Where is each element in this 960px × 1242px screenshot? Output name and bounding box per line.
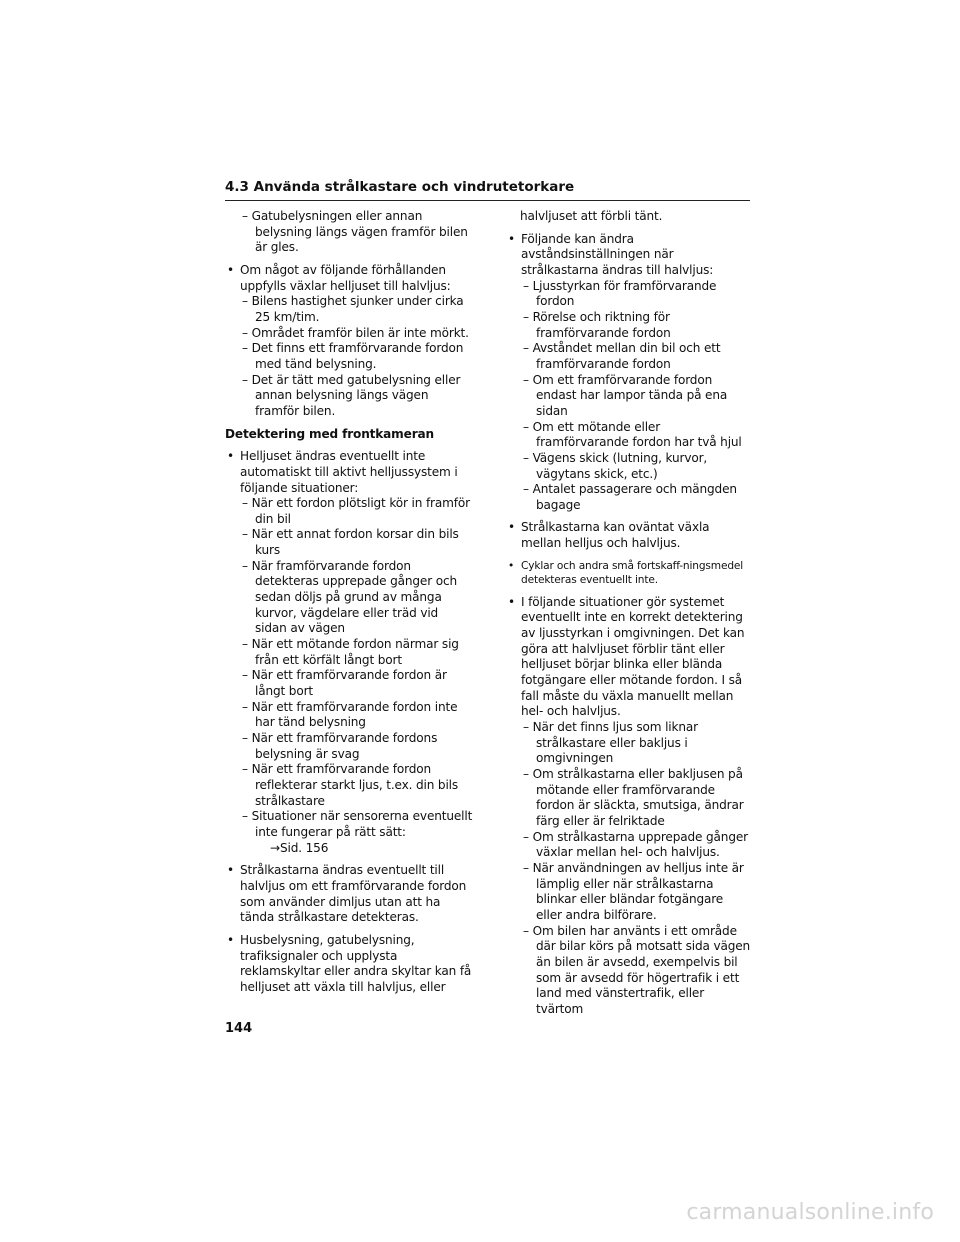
dash-item: – Om strålkastarna upprepade gånger växlar mellan hel- och halvljus. [523, 829, 748, 860]
section-header [225, 177, 750, 201]
bullet-icon: • [227, 932, 234, 947]
dash-item: – Det är tätt med gatubelysning eller annan belysning längs vägen framför bilen. [242, 372, 461, 418]
bullet-text: I följande situationer gör systemet eventuellt inte en korrekt detektering av ljusstyrkan i omgivningen. Det kan göra att halvljuset förblir tänt eller helljuset börjar blinka eller blända fotgängare eller mötande fordon. I så fall måste du växla manuellt mellan hel- och halvljus. [521, 594, 745, 719]
bullet-item [506, 559, 752, 588]
dash-item: – När ett mötande fordon närmar sig från ett körfält långt bort [242, 637, 459, 667]
dash-item: – Om ett mötande eller framförvarande fordon har två hjul [523, 419, 742, 450]
bullet-item [506, 595, 752, 1018]
dash-item: – Ljusstyrkan för framförvarande fordon [523, 278, 717, 309]
dash-item: – Om ett framförvarande fordon endast har lampor tända på ena sidan [523, 372, 728, 418]
dash-item: – Rörelse och riktning för framförvarande fordon [523, 309, 671, 340]
dash-item: – Antalet passagerare och mängden bagage [523, 482, 737, 512]
bullet-item [506, 520, 752, 551]
dash-item: – När ett fordon plötsligt kör in framför din bil [242, 496, 470, 526]
bullet-icon: • [508, 594, 515, 609]
dash-item: – Vägens skick (lutning, kurvor, vägytans skick, etc.) [523, 450, 708, 481]
bullet-text: Strålkastarna kan oväntat växla mellan helljus och halvljus. [521, 520, 710, 551]
right-column [506, 209, 752, 1018]
dash-item: – När ett framförvarande fordons belysning är svag [242, 731, 438, 761]
bullet-item [225, 449, 473, 856]
bullet-icon: • [227, 262, 234, 277]
bullet-item [225, 863, 473, 926]
dash-item: – Avståndet mellan din bil och ett framförvarande fordon [523, 341, 721, 371]
dash-item: – När ett framförvarande fordon inte har tänd belysning [242, 699, 458, 730]
bullet-icon: • [508, 520, 515, 535]
bullet-text: Helljuset ändras eventuellt inte automatiskt till aktivt helljussystem i följande situationer: [240, 449, 458, 495]
dash-item: – Området framför bilen är inte mörkt. [242, 325, 469, 340]
bullet-icon: • [508, 231, 515, 246]
bullet-text: Följande kan ändra avståndsinställningen när strålkastarna ändras till halvljus: [521, 231, 714, 277]
bullet-item [225, 933, 473, 996]
bullet-text: Om något av följande förhållanden uppfylls växlar helljuset till halvljus: [240, 262, 451, 293]
continued-text: halvljuset att förbli tänt. [520, 209, 663, 223]
bullet-icon: • [508, 559, 515, 572]
bullet-item [506, 232, 752, 514]
section-title: 4.3 Använda strålkastare och vindrutetorkare [225, 179, 575, 195]
dash-item: – När ett framförvarande fordon är långt bort [242, 668, 447, 699]
page-number: 144 [225, 1021, 253, 1036]
bullet-icon: • [227, 863, 234, 878]
left-column [225, 209, 473, 996]
dash-item: – Bilens hastighet sjunker under cirka 25 km/tim. [242, 294, 464, 324]
dash-item: – När ett framförvarande fordon reflekterar starkt ljus, t.ex. din bils strålkastare [242, 762, 459, 808]
bullet-icon: • [227, 449, 234, 464]
page-reference-link[interactable]: →Sid. 156 [270, 840, 329, 855]
watermark: carmanualsonline.info [686, 1200, 934, 1225]
dash-item: – Gatubelysningen eller annan belysning längs vägen framför bilen är gles. [242, 209, 468, 255]
subheading: Detektering med frontkameran [225, 426, 434, 441]
dash-item: – När det finns ljus som liknar strålkastare eller bakljus i omgivningen [523, 720, 698, 766]
dash-item: – Det finns ett framförvarande fordon med tänd belysning. [242, 341, 464, 371]
bullet-item [225, 263, 473, 420]
dash-item: – Om bilen har använts i ett område där bilar körs på motsatt sida vägen än bilen är avsedd, exempelvis bil som är avsedd för högertrafik i ett land med vänstertrafik, eller tvärtom [523, 923, 751, 1016]
bullet-text: Strålkastarna ändras eventuellt till halvljus om ett framförvarande fordon som använder dimljus utan att ha tända strålkastare detekteras. [240, 863, 467, 925]
bullet-text: Husbelysning, gatubelysning, trafiksignaler och upplysta reklamskyltar eller andra skyltar kan få helljuset att växla till halvljus, eller [240, 932, 472, 994]
dash-item: – När användningen av helljus inte är lämplig eller när strålkastarna blinkar eller bländar fotgängare eller andra bilförare. [523, 860, 744, 922]
dash-item: – Om strålkastarna eller bakljusen på mötande eller framförvarande fordon är släckta, smutsiga, ändrar färg eller är felriktade [523, 767, 744, 828]
dash-item: – När framförvarande fordon detekteras upprepade gånger och sedan döljs på grund av många kurvor, vägdelare eller träd vid sidan av vägen [242, 558, 457, 636]
bullet-text: Cyklar och andra små fortskaff-ningsmedel detekteras eventuellt inte. [521, 559, 744, 587]
dash-item: – När ett annat fordon korsar din bils kurs [242, 527, 459, 558]
dash-item: – Situationer när sensorerna eventuellt inte fungerar på rätt sätt: [242, 809, 473, 839]
